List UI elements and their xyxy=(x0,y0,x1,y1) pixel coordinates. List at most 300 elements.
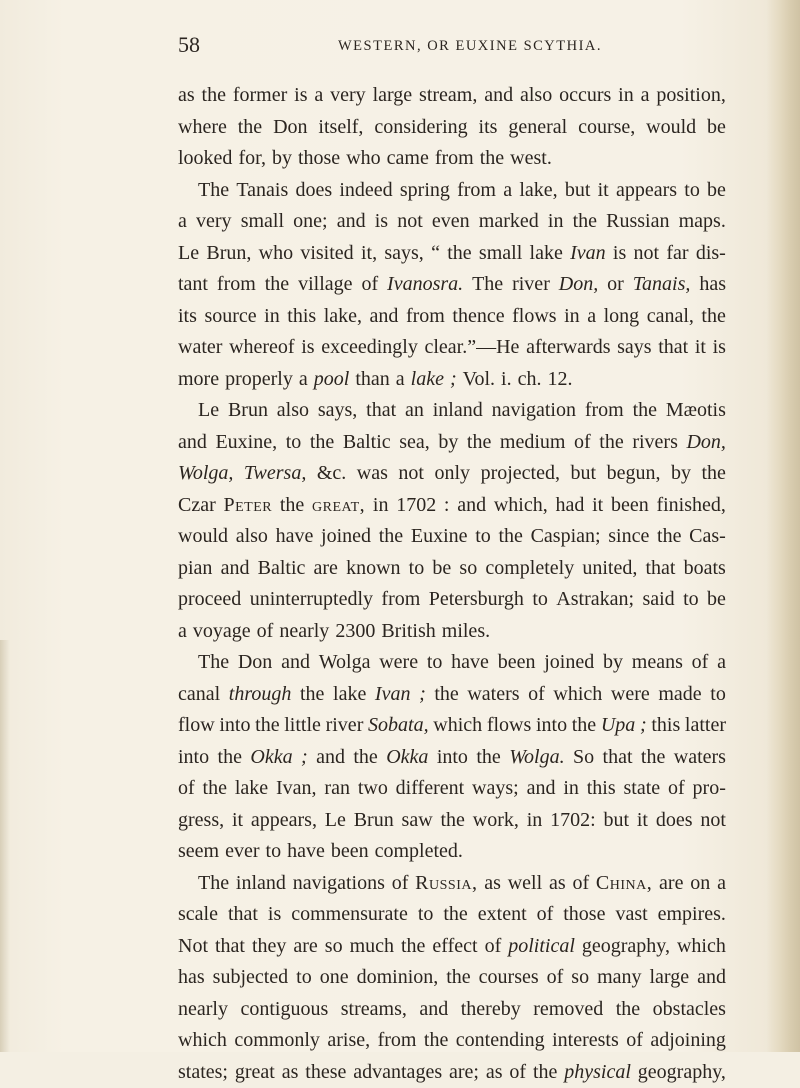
word: flow xyxy=(178,710,215,742)
word: says xyxy=(617,332,651,364)
word: of xyxy=(509,1057,526,1088)
word: a xyxy=(587,301,596,333)
word: so xyxy=(571,962,589,994)
word: vast xyxy=(615,899,647,931)
word: its xyxy=(178,301,197,333)
word: dominion, xyxy=(357,962,439,994)
word: as xyxy=(178,80,195,112)
word: so xyxy=(459,553,477,585)
word: village xyxy=(298,269,352,301)
word: Wolga. xyxy=(509,742,564,774)
word: course, xyxy=(578,112,635,144)
word: pool xyxy=(314,364,350,396)
word: not xyxy=(634,238,660,270)
word: completely xyxy=(485,553,574,585)
word: Don xyxy=(238,647,272,679)
word: where xyxy=(178,112,227,144)
word: came xyxy=(387,143,429,175)
word: Brun xyxy=(228,395,268,427)
gutter-shadow xyxy=(0,640,10,1052)
word: visited xyxy=(300,238,353,270)
word: of xyxy=(626,1025,643,1057)
word: Mæotis xyxy=(666,395,726,427)
word: Euxine xyxy=(411,521,468,553)
word: uninterruptedly xyxy=(250,584,373,616)
text-line xyxy=(178,647,726,679)
word: of xyxy=(668,773,685,805)
word: and xyxy=(221,553,250,585)
word: proceed xyxy=(178,584,241,616)
text-line xyxy=(178,206,726,238)
word: subjected xyxy=(213,962,289,994)
text-line xyxy=(178,175,726,207)
word: by xyxy=(603,647,623,679)
word: have xyxy=(451,647,489,679)
word: they xyxy=(252,931,286,963)
word: be xyxy=(707,112,726,144)
text-line xyxy=(178,710,726,742)
word: Le xyxy=(325,805,346,837)
word: clear.”—He xyxy=(424,332,519,364)
word: streams, xyxy=(341,994,407,1026)
word: had xyxy=(555,490,584,522)
word: the xyxy=(280,490,304,522)
text-line xyxy=(178,836,726,868)
word: ever xyxy=(225,836,259,868)
word: is xyxy=(294,80,307,112)
text-line xyxy=(178,143,726,175)
word: the xyxy=(443,899,467,931)
word: appears, xyxy=(251,805,317,837)
word: Ivan xyxy=(570,238,606,270)
page-number: 58 xyxy=(178,31,200,59)
word: ; xyxy=(301,742,308,774)
word: marked xyxy=(479,206,539,238)
word: which xyxy=(433,710,482,742)
word: in xyxy=(548,206,564,238)
word: Russian xyxy=(606,206,669,238)
word: to xyxy=(296,962,312,994)
word: Baltic xyxy=(343,427,391,459)
word: lake, xyxy=(324,301,362,333)
word: the xyxy=(657,521,681,553)
word: obstacles xyxy=(653,994,726,1026)
word: the xyxy=(238,112,262,144)
word: lake xyxy=(530,238,563,270)
word: who xyxy=(259,238,293,270)
word: flows xyxy=(487,710,531,742)
word: to xyxy=(427,647,443,679)
word: into xyxy=(219,710,250,742)
word: properly xyxy=(225,364,293,396)
word: that xyxy=(215,931,245,963)
word: the xyxy=(255,710,279,742)
word: the xyxy=(203,773,227,805)
word: Upa xyxy=(601,710,635,742)
word: to xyxy=(683,584,699,616)
word: former xyxy=(233,80,287,112)
word: exceedingly xyxy=(321,332,418,364)
word: gress, xyxy=(178,805,224,837)
word: but xyxy=(571,458,597,490)
text-line xyxy=(178,899,726,931)
word: courses xyxy=(479,962,539,994)
word: those xyxy=(563,899,605,931)
word: would xyxy=(178,521,228,553)
word: are xyxy=(293,931,317,963)
word: is xyxy=(713,332,726,364)
text-line xyxy=(178,490,726,522)
word: Sobata, xyxy=(368,710,429,742)
word: said xyxy=(642,584,674,616)
text-line xyxy=(178,868,726,900)
word: since xyxy=(608,521,649,553)
word: on xyxy=(690,868,710,900)
word: that xyxy=(658,332,688,364)
word: it xyxy=(637,805,648,837)
word: Le xyxy=(198,395,219,427)
word: much xyxy=(350,931,394,963)
word: states; xyxy=(178,1057,228,1088)
word: canal, xyxy=(647,301,694,333)
word: even xyxy=(432,206,470,238)
word: inland xyxy=(433,395,483,427)
text-line xyxy=(178,80,726,112)
word: from xyxy=(406,301,445,333)
word: a xyxy=(717,868,726,900)
word: lake xyxy=(411,364,444,396)
word: in xyxy=(564,301,580,333)
word: political xyxy=(508,931,575,963)
word: the xyxy=(434,679,458,711)
word: which xyxy=(178,1025,227,1057)
word: as xyxy=(484,868,501,900)
word: says, xyxy=(318,395,357,427)
word: united, xyxy=(582,553,637,585)
word: the xyxy=(533,1057,557,1088)
word: the xyxy=(446,962,470,994)
text-line xyxy=(178,458,726,490)
word: the xyxy=(476,742,500,774)
word: tant xyxy=(178,269,208,301)
word: and xyxy=(178,427,207,459)
word: in xyxy=(264,301,280,333)
word: the xyxy=(447,238,471,270)
word: lake xyxy=(235,773,268,805)
word: of xyxy=(574,427,591,459)
word: to xyxy=(286,427,302,459)
word: contending xyxy=(456,1025,545,1057)
word: a xyxy=(717,647,726,679)
word: not xyxy=(398,458,424,490)
word: that xyxy=(645,553,675,585)
word: Brun, xyxy=(206,238,251,270)
word: waters xyxy=(674,742,726,774)
word: Don, xyxy=(686,427,725,459)
word: Le xyxy=(178,238,199,270)
word: source xyxy=(204,301,256,333)
text-line xyxy=(178,931,726,963)
word: which, xyxy=(494,490,548,522)
word: that xyxy=(366,395,396,427)
word: ; xyxy=(419,679,426,711)
word: the xyxy=(641,742,665,774)
word: Wolga xyxy=(319,647,371,679)
word: boats xyxy=(684,553,726,585)
word: than xyxy=(355,364,389,396)
word: the xyxy=(599,427,623,459)
word: and xyxy=(337,206,366,238)
word: dis- xyxy=(696,238,726,270)
word: nearly xyxy=(279,616,329,648)
word: finished, xyxy=(656,490,725,522)
word: Czar xyxy=(178,490,216,522)
word: commonly xyxy=(234,1025,320,1057)
word: to xyxy=(710,679,726,711)
word: is xyxy=(375,206,388,238)
word: but xyxy=(603,805,629,837)
text-line xyxy=(178,112,726,144)
word: pian xyxy=(178,553,212,585)
word: navigations xyxy=(293,868,385,900)
word: China, xyxy=(596,868,652,900)
word: many xyxy=(597,962,641,994)
word: were xyxy=(611,679,650,711)
text-line xyxy=(178,773,726,805)
word: Okka xyxy=(386,742,428,774)
word: those xyxy=(298,143,340,175)
word: to xyxy=(418,899,434,931)
word: be xyxy=(707,175,726,207)
word: or xyxy=(607,269,624,301)
word: sea, xyxy=(399,427,430,459)
word: the xyxy=(702,458,726,490)
text-line xyxy=(178,584,726,616)
word: general xyxy=(508,112,567,144)
word: the xyxy=(424,1025,448,1057)
word: so xyxy=(325,931,343,963)
word: 2300 xyxy=(335,616,375,648)
word: commensurate xyxy=(291,899,408,931)
word: thence xyxy=(452,301,504,333)
word: through xyxy=(229,679,292,711)
word: 1702 xyxy=(396,490,436,522)
word: latter xyxy=(685,710,726,742)
word: west. xyxy=(510,143,552,175)
word: as xyxy=(549,868,566,900)
word: geography, xyxy=(582,931,670,963)
word: and xyxy=(457,490,486,522)
running-head: WESTERN, OR EUXINE SCYTHIA. xyxy=(338,35,602,57)
word: in xyxy=(618,80,634,112)
word: that xyxy=(228,899,258,931)
word: British xyxy=(381,616,435,648)
word: seem xyxy=(178,836,219,868)
word: great, xyxy=(312,490,365,522)
word: who xyxy=(346,143,380,175)
word: a xyxy=(396,364,405,396)
word: rivers xyxy=(632,427,678,459)
word: the xyxy=(573,206,597,238)
word: of xyxy=(392,868,409,900)
word: has xyxy=(178,962,205,994)
word: spring xyxy=(400,175,450,207)
word: and xyxy=(697,962,726,994)
word: Don, xyxy=(559,269,598,301)
word: a xyxy=(299,364,308,396)
word: the xyxy=(401,931,425,963)
word: in xyxy=(563,773,579,805)
word: an xyxy=(405,395,424,427)
word: one xyxy=(320,962,349,994)
word: is xyxy=(268,899,281,931)
word: waters xyxy=(467,679,519,711)
word: itself, xyxy=(318,112,363,144)
word: and xyxy=(316,742,345,774)
word: by xyxy=(671,458,691,490)
word: physical xyxy=(564,1057,631,1088)
word: into xyxy=(178,742,209,774)
word: and xyxy=(370,301,399,333)
word: in xyxy=(373,490,389,522)
word: it xyxy=(695,332,706,364)
word: Okka xyxy=(250,742,292,774)
word: it, xyxy=(361,238,377,270)
word: Peter xyxy=(224,490,273,522)
word: to xyxy=(266,836,282,868)
word: Euxine, xyxy=(215,427,277,459)
word: small xyxy=(241,206,284,238)
word: &c. xyxy=(317,458,346,490)
word: Tanais, xyxy=(633,269,691,301)
word: the xyxy=(265,269,289,301)
word: the xyxy=(616,994,640,1026)
word: the xyxy=(353,742,377,774)
word: long xyxy=(604,301,640,333)
word: of xyxy=(537,899,554,931)
word: says, xyxy=(384,238,423,270)
word: but xyxy=(565,175,591,207)
word: : xyxy=(444,490,450,522)
word: it xyxy=(232,805,243,837)
text-line xyxy=(178,742,726,774)
text-line xyxy=(178,805,726,837)
word: whereof xyxy=(229,332,295,364)
word: this xyxy=(651,710,680,742)
page-header xyxy=(174,31,726,61)
word: empires. xyxy=(658,899,726,931)
word: the xyxy=(467,427,491,459)
word: known xyxy=(346,553,400,585)
word: navigation xyxy=(492,395,576,427)
word: completed. xyxy=(375,836,463,868)
word: which xyxy=(553,679,602,711)
word: large xyxy=(373,80,413,112)
word: which xyxy=(677,931,726,963)
word: Don xyxy=(273,112,307,144)
word: Ivanosra. xyxy=(387,269,463,301)
word: Not xyxy=(178,931,208,963)
word: not xyxy=(397,206,423,238)
word: been xyxy=(498,647,536,679)
word: of xyxy=(528,679,545,711)
word: ways; xyxy=(472,773,519,805)
word: interests xyxy=(552,1025,619,1057)
word: Cas- xyxy=(689,521,726,553)
word: been xyxy=(611,490,649,522)
word: Caspian; xyxy=(531,521,601,553)
word: are xyxy=(314,553,338,585)
word: voyage xyxy=(193,616,251,648)
word: large xyxy=(650,962,690,994)
word: and xyxy=(419,994,448,1026)
word: been xyxy=(331,836,369,868)
word: a xyxy=(178,616,187,648)
word: the xyxy=(498,521,522,553)
word: river xyxy=(326,710,364,742)
word: The xyxy=(198,647,229,679)
word: be xyxy=(432,553,451,585)
word: from xyxy=(217,269,256,301)
word: the xyxy=(310,427,334,459)
word: a xyxy=(314,80,323,112)
text-line xyxy=(178,332,726,364)
word: geography, xyxy=(638,1057,726,1088)
word: The xyxy=(198,175,229,207)
word: these xyxy=(305,1057,346,1088)
word: Astrakan; xyxy=(556,584,634,616)
word: very xyxy=(196,206,232,238)
word: So xyxy=(573,742,594,774)
word: joined xyxy=(544,647,594,679)
text-line xyxy=(178,679,726,711)
word: have xyxy=(276,521,314,553)
word: ch. xyxy=(518,364,542,396)
word: the xyxy=(572,710,596,742)
word: pro- xyxy=(693,773,726,805)
word: means xyxy=(632,647,683,679)
word: the xyxy=(440,805,464,837)
word: Vol. xyxy=(463,364,495,396)
word: was xyxy=(357,458,388,490)
word: a xyxy=(178,206,187,238)
word: were xyxy=(379,647,418,679)
word: ; xyxy=(450,364,457,396)
word: water xyxy=(178,332,222,364)
word: well xyxy=(508,868,542,900)
word: in xyxy=(527,805,543,837)
word: arise, xyxy=(327,1025,370,1057)
word: of xyxy=(485,931,502,963)
word: from xyxy=(381,584,420,616)
word: Brun xyxy=(354,805,394,837)
word: by xyxy=(272,143,292,175)
word: extent xyxy=(478,899,527,931)
word: from xyxy=(585,395,624,427)
word: different xyxy=(396,773,465,805)
word: adjoining xyxy=(650,1025,726,1057)
word: Petersburgh xyxy=(429,584,524,616)
text-line xyxy=(178,238,726,270)
page-edge-shadow xyxy=(766,0,800,1052)
word: 12. xyxy=(548,364,573,396)
word: Russia, xyxy=(415,868,477,900)
text-line xyxy=(178,962,726,994)
word: ; xyxy=(640,710,647,742)
text-line xyxy=(178,364,726,396)
word: is xyxy=(613,238,626,270)
word: considering xyxy=(374,112,467,144)
